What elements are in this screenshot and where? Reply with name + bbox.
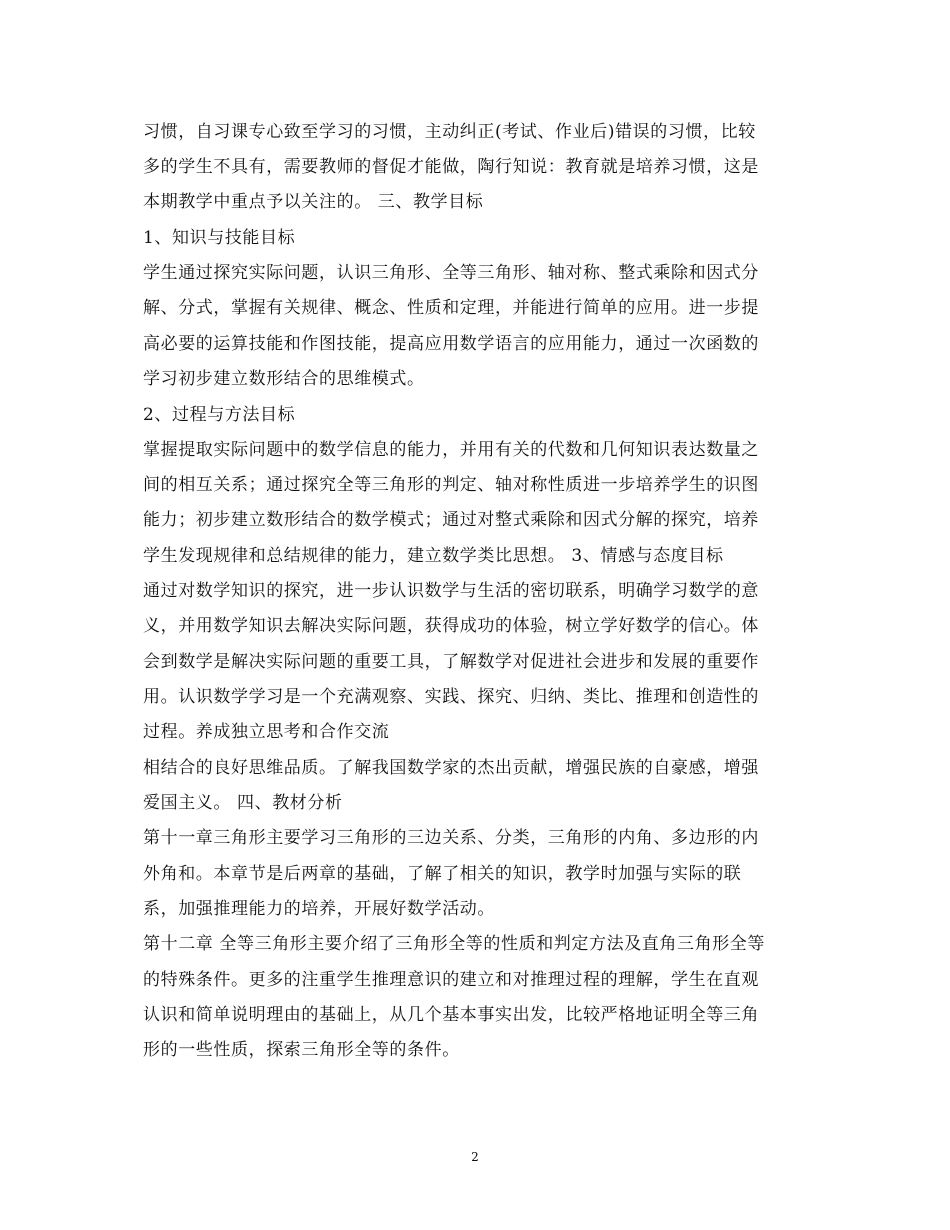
text-line: 掌握提取实际问题中的数学信息的能力，并用有关的代数和几何知识表达数量之 (143, 440, 759, 460)
text-line: 学习初步建立数形结合的思维模式。 (143, 369, 425, 389)
text-line: 学生发现规律和总结规律的能力，建立数学类比思想。 3、情感与态度目标 (143, 546, 724, 566)
text-line: 爱国主义。 四、教材分析 (143, 793, 343, 813)
text-line: 学生通过探究实际问题，认识三角形、全等三角形、轴对称、整式乘除和因式分 (143, 263, 759, 283)
text-line: 高必要的运算技能和作图技能，提高应用数学语言的应用能力，通过一次函数的 (143, 334, 759, 354)
text-line: 本期教学中重点予以关注的。 三、教学目标 (143, 192, 484, 212)
text-line: 用。认识数学学习是一个充满观察、实践、探究、归纳、类比、推理和创造性的 (143, 687, 759, 707)
text-line: 能力；初步建立数形结合的数学模式；通过对整式乘除和因式分解的探究，培养 (143, 510, 759, 530)
page-number: 2 (471, 1150, 479, 1164)
text-line: 相结合的良好思维品质。了解我国数学家的杰出贡献，增强民族的自豪感，增强 (143, 758, 759, 778)
text-line: 过程。养成独立思考和合作交流 (143, 722, 390, 742)
text-line: 多的学生不具有，需要教师的督促才能做，陶行知说：教育就是培养习惯，这是 (143, 157, 759, 177)
section-heading: 2、过程与方法目标 (143, 405, 296, 425)
section-heading: 1、知识与技能目标 (143, 228, 296, 248)
text-line: 间的相互关系；通过探究全等三角形的判定、轴对称性质进一步培养学生的识图 (143, 475, 759, 495)
text-line: 解、分式，掌握有关规律、概念、性质和定理，并能进行简单的应用。进一步提 (143, 298, 759, 318)
text-line: 外角和。本章节是后两章的基础，了解了相关的知识，教学时加强与实际的联 (143, 864, 742, 884)
text-line: 会到数学是解决实际问题的重要工具，了解数学对促进社会进步和发展的重要作 (143, 652, 759, 672)
text-line: 第十二章 全等三角形主要介绍了三角形全等的性质和判定方法及直角三角形全等 (143, 934, 766, 954)
text-line: 系，加强推理能力的培养，开展好数学活动。 (143, 899, 495, 919)
text-line: 认识和简单说明理由的基础上，从几个基本事实出发，比较严格地证明全等三角 (143, 1005, 759, 1025)
text-line: 习惯，自习课专心致至学习的习惯，主动纠正(考试、作业后)错误的习惯，比较 (143, 122, 756, 142)
text-line: 通过对数学知识的探究，进一步认识数学与生活的密切联系，明确学习数学的意 (143, 581, 759, 601)
text-line: 的特殊条件。更多的注重学生推理意识的建立和对推理过程的理解，学生在直观 (143, 970, 759, 990)
text-line: 义，并用数学知识去解决实际问题，获得成功的体验，树立学好数学的信心。体 (143, 616, 759, 636)
text-line: 形的一些性质，探索三角形全等的条件。 (143, 1040, 460, 1060)
text-line: 第十一章三角形主要学习三角形的三边关系、分类，三角形的内角、多边形的内 (143, 828, 759, 848)
